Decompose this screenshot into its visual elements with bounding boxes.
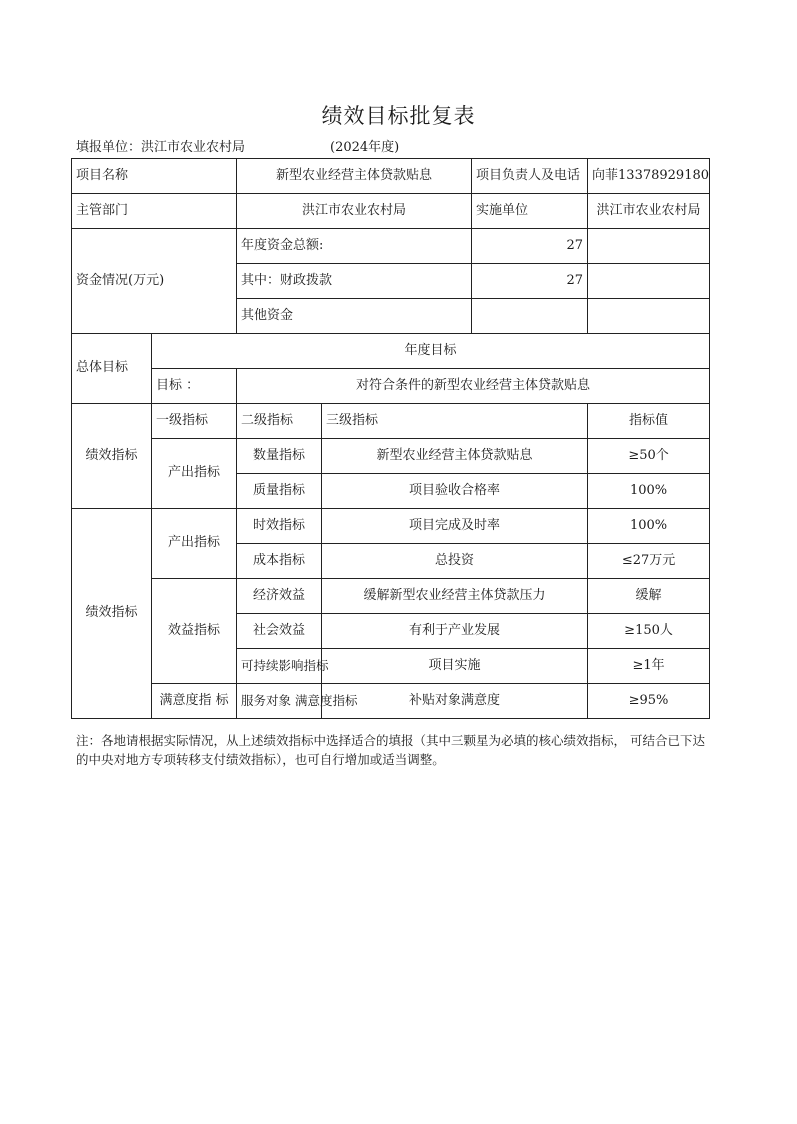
project-contact-value: 向菲13378929180 — [588, 159, 710, 194]
indicator-value: 100% — [588, 509, 710, 544]
col-header-level1: 一级指标 — [152, 404, 237, 439]
level3-indicator: 补贴对象满意度 — [322, 684, 588, 719]
funds-label: 资金情况(万元) — [72, 229, 237, 334]
table-row — [72, 159, 710, 194]
level3-indicator: 项目验收合格率 — [322, 474, 588, 509]
funds-other-extra — [588, 299, 710, 334]
table-row — [72, 334, 710, 369]
project-contact-label: 项目负责人及电话 — [472, 159, 588, 194]
funds-fiscal-value: 27 — [472, 264, 588, 299]
impl-value: 洪江市农业农村局 — [588, 194, 710, 229]
performance-table — [71, 158, 710, 719]
funds-total-extra — [588, 229, 710, 264]
page-title: 绩效目标批复表 — [321, 104, 476, 128]
level3-indicator: 项目实施 — [322, 649, 588, 684]
funds-fiscal-label: 其中：财政拨款 — [237, 264, 472, 299]
reporting-unit: 填报单位：洪江市农业农村局 — [76, 140, 246, 155]
level2-indicator: 可持续影响指标 — [237, 649, 322, 684]
level2-indicator: 服务对象 满意度指标 — [237, 684, 322, 719]
col-header-level2: 二级指标 — [237, 404, 322, 439]
level2-indicator: 质量指标 — [237, 474, 322, 509]
benefit-indicator-label: 效益指标 — [152, 579, 237, 684]
dept-value: 洪江市农业农村局 — [237, 194, 472, 229]
level3-indicator: 缓解新型农业经营主体贷款压力 — [322, 579, 588, 614]
table-row — [72, 579, 710, 614]
level3-indicator: 有利于产业发展 — [322, 614, 588, 649]
output-indicator-label: 产出指标 — [152, 439, 237, 509]
goal-target-label: 目标 ： — [152, 369, 237, 404]
table-row — [72, 404, 710, 439]
col-header-value: 指标值 — [588, 404, 710, 439]
indicator-value: ≥150人 — [588, 614, 710, 649]
footnote: 注：各地请根据实际情况，从上述绩效指标中选择适合的填报（其中三颗星为必填的核心绩效指标， 可结合已下达的中央对地方专项转移支付绩效指标），也可自行增加或适当调整。 — [76, 733, 705, 768]
level2-indicator: 时效指标 — [237, 509, 322, 544]
goal-label: 总体目标 — [72, 334, 152, 404]
output-indicator-label: 产出指标 — [152, 509, 237, 579]
dept-label: 主管部门 — [72, 194, 237, 229]
funds-other-label: 其他资金 — [237, 299, 472, 334]
level2-indicator: 数量指标 — [237, 439, 322, 474]
table-row — [72, 509, 710, 544]
level2-indicator: 成本指标 — [237, 544, 322, 579]
report-year: (2024年度) — [330, 140, 400, 155]
level2-indicator: 社会效益 — [237, 614, 322, 649]
funds-fiscal-extra — [588, 264, 710, 299]
perf2-label: 绩效指标 — [72, 509, 152, 719]
indicator-value: ≥1年 — [588, 649, 710, 684]
indicator-value: 100% — [588, 474, 710, 509]
indicator-value: ≥95% — [588, 684, 710, 719]
table-row — [72, 369, 710, 404]
project-name-value: 新型农业经营主体贷款贴息 — [237, 159, 472, 194]
funds-total-value: 27 — [472, 229, 588, 264]
perf-label: 绩效指标 — [72, 404, 152, 509]
level3-indicator: 新型农业经营主体贷款贴息 — [322, 439, 588, 474]
col-header-level3: 三级指标 — [322, 404, 588, 439]
impl-label: 实施单位 — [472, 194, 588, 229]
level3-indicator: 项目完成及时率 — [322, 509, 588, 544]
table-row — [72, 229, 710, 264]
funds-other-value — [472, 299, 588, 334]
level3-indicator: 总投资 — [322, 544, 588, 579]
indicator-value: 缓解 — [588, 579, 710, 614]
indicator-value: ≥50个 — [588, 439, 710, 474]
project-name-label: 项目名称 — [72, 159, 237, 194]
goal-target-value: 对符合条件的新型农业经营主体贷款贴息 — [237, 369, 710, 404]
indicator-value: ≤27万元 — [588, 544, 710, 579]
satisfaction-indicator-label: 满意度指 标 — [152, 684, 237, 719]
level2-indicator: 经济效益 — [237, 579, 322, 614]
funds-total-label: 年度资金总额: — [237, 229, 472, 264]
table-row — [72, 684, 710, 719]
table-row — [72, 194, 710, 229]
table-row — [72, 439, 710, 474]
goal-header: 年度目标 — [152, 334, 710, 369]
